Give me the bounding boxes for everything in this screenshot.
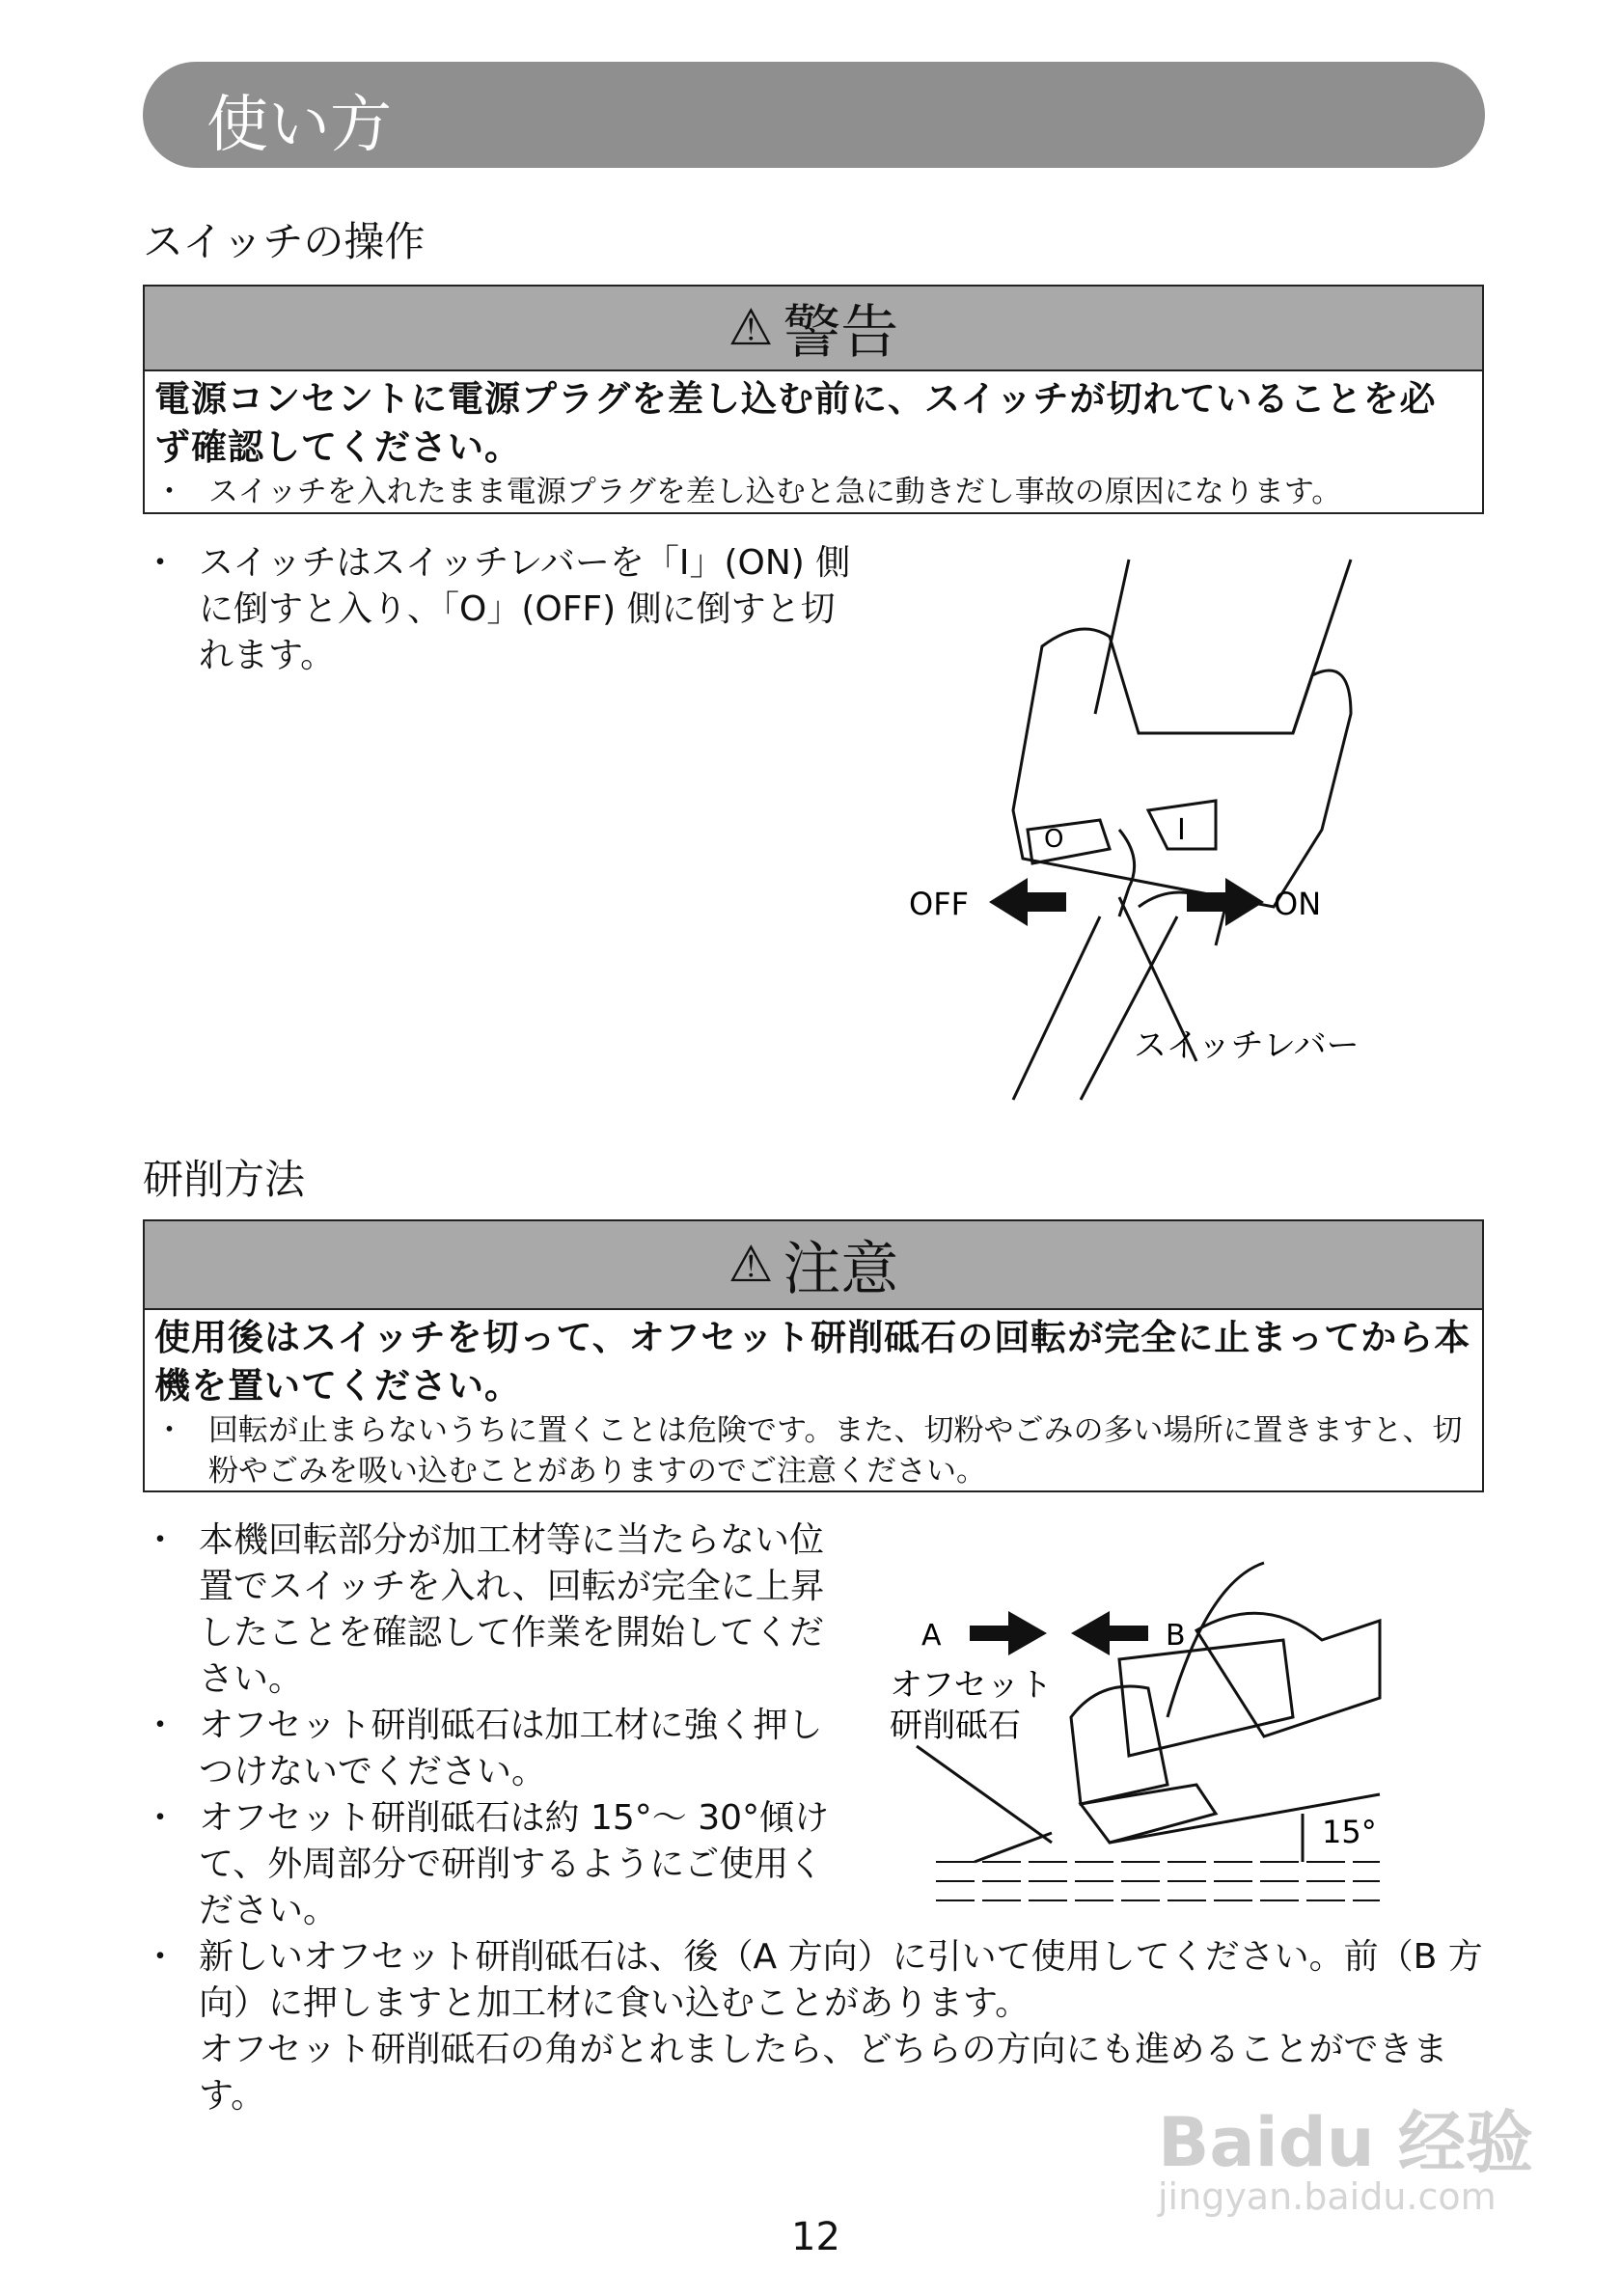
- wheel-label-1: オフセット: [890, 1666, 1053, 1705]
- on-label: ON: [1274, 886, 1322, 922]
- arrow-a-icon: [970, 1611, 1047, 1655]
- list-item: ・ スイッチはスイッチレバーを「I」(ON) 側に倒すと入り、「O」(OFF) 側に倒すと切れます。: [143, 540, 857, 679]
- section-heading-grinding: 研削方法: [143, 1156, 306, 1203]
- list-item-text: オフセット研削砥石は約 15°～ 30°傾けて、外周部分で研削するようにご使用ください。: [199, 1798, 830, 1930]
- caution-title: 注意: [783, 1236, 899, 1303]
- page-title: 使い方: [206, 90, 392, 161]
- list-item: ・ 本機回転部分が加工材等に当たらない位置でスイッチを入れ、回転が完全に上昇したことを確認して作業を開始してください。: [143, 1517, 838, 1703]
- off-label: OFF: [909, 886, 969, 922]
- grinding-illustration: [878, 1524, 1399, 1929]
- list-note: オフセット研削砥石の角がとれましたら、どちらの方向にも進めることができます。: [199, 2030, 1448, 2116]
- caution-text: 使用後はスイッチを切って、オフセット研削砥石の回転が完全に止まってから本機を置いてください。: [154, 1317, 1471, 1407]
- warning-bullet: ・ スイッチを入れたまま電源プラグを差し込むと急に動きだし事故の原因になります。: [145, 472, 1482, 518]
- arrow-b-icon: [1071, 1611, 1148, 1655]
- switch-bullets: [143, 540, 857, 679]
- caution-header: [145, 1221, 1482, 1310]
- list-item-text: スイッチはスイッチレバーを「I」(ON) 側に倒すと入り、「O」(OFF) 側に倒すと切れます。: [199, 543, 851, 675]
- a-label: A: [921, 1619, 942, 1653]
- list-item: ・ 新しいオフセット研削砥石は、後（A 方向）に引いて使用してください。前（B 方向）に押しますと加工材に食い込むことがあります。: [143, 1934, 1494, 2027]
- lever-label: スイッチレバー: [1134, 1026, 1360, 1065]
- warning-box: [143, 285, 1484, 514]
- switch-illustration: [888, 540, 1389, 1109]
- angle-label: 15°: [1322, 1814, 1377, 1850]
- list-item: ・ オフセット研削砥石は約 15°～ 30°傾けて、外周部分で研削するようにご使用ください。: [143, 1795, 838, 1934]
- warning-bullet-text: スイッチを入れたまま電源プラグを差し込むと急に動きだし事故の原因になります。: [208, 475, 1342, 509]
- wheel-label-2: 研削砥石: [890, 1707, 1021, 1745]
- list-item: ・ オフセット研削砥石は加工材に強く押しつけないでください。: [143, 1703, 838, 1795]
- warning-text: 電源コンセントに電源プラグを差し込む前に、スイッチが切れていることを必ず確認してください。: [154, 378, 1437, 468]
- list-item-text: オフセット研削砥石は加工材に強く押しつけないでください。: [199, 1706, 823, 1791]
- on-mark: I: [1177, 813, 1186, 847]
- warning-title: 警告: [783, 299, 899, 367]
- off-arrow-icon: [989, 878, 1066, 926]
- warning-triangle-icon: ⚠: [728, 1236, 774, 1294]
- caution-bullet: ・ 回転が止まらないうちに置くことは危険です。また、切粉やごみの多い場所に置きますと、切粉やごみを吸い込むことがありますのでご注意ください。: [145, 1410, 1482, 1497]
- watermark-url: jingyan.baidu.com: [1158, 2175, 1497, 2218]
- page-number: 12: [791, 2215, 840, 2259]
- warning-header: [145, 287, 1482, 371]
- warning-triangle-icon: ⚠: [728, 299, 774, 357]
- section-heading-switch: スイッチの操作: [143, 218, 426, 265]
- section-header: [143, 62, 1485, 168]
- off-mark: O: [1044, 825, 1064, 854]
- list-item-text: 新しいオフセット研削砥石は、後（A 方向）に引いて使用してください。前（B 方向）に押しますと加工材に食い込むことがあります。: [199, 1937, 1483, 2023]
- caution-bullet-text: 回転が止まらないうちに置くことは危険です。また、切粉やごみの多い場所に置きますと、切粉やごみを吸い込むことがありますのでご注意ください。: [208, 1413, 1463, 1489]
- watermark-logo: Baidu 经验: [1158, 2103, 1533, 2182]
- on-arrow-icon: [1187, 878, 1264, 926]
- caution-box: [143, 1219, 1484, 1492]
- b-label: B: [1166, 1619, 1186, 1653]
- list-item-text: 本機回転部分が加工材等に当たらない位置でスイッチを入れ、回転が完全に上昇したことを確認して作業を開始してください。: [199, 1520, 825, 1699]
